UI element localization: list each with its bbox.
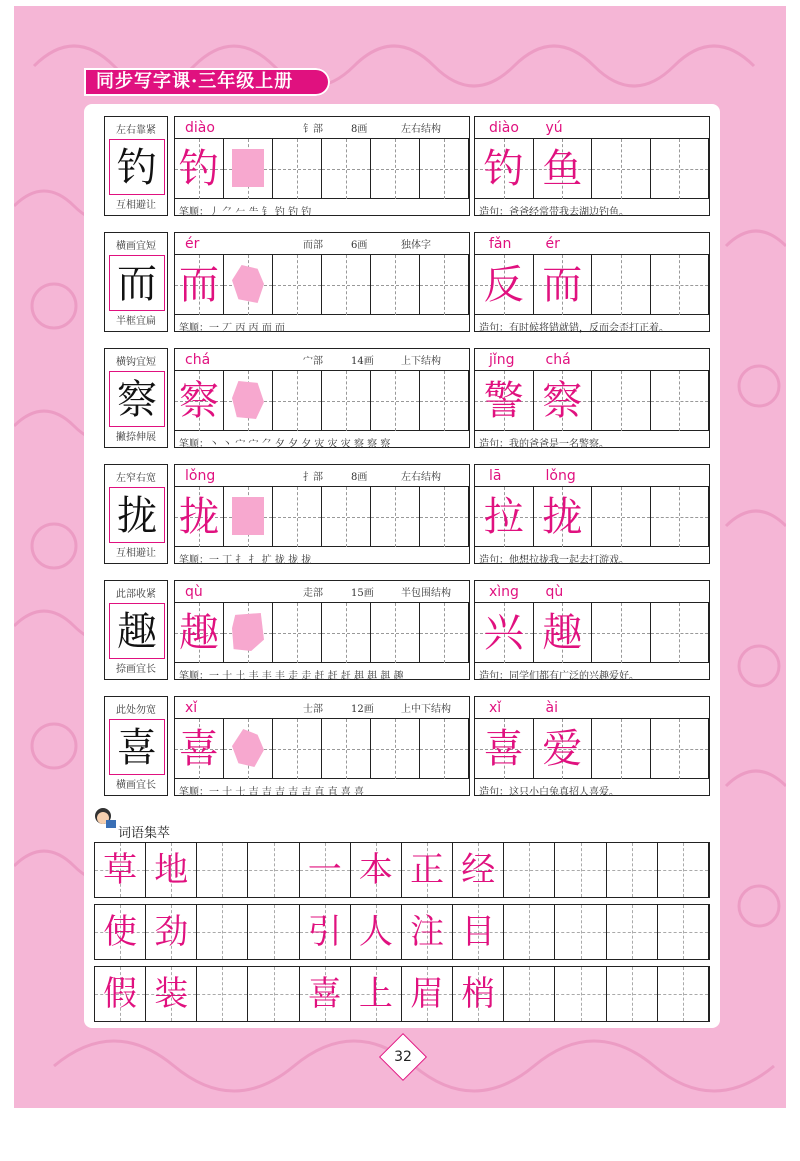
pinyin: ér xyxy=(185,236,200,252)
word-practice-cell[interactable] xyxy=(351,843,402,897)
word-practice-cell[interactable] xyxy=(607,843,658,897)
example-sentence: 造句：我的爸爸是一名警察。 xyxy=(479,439,609,450)
word-cells xyxy=(475,603,709,663)
word-character: 爱 xyxy=(542,726,583,772)
tip-top: 此处勿宽 xyxy=(116,705,156,716)
pinyin-row xyxy=(175,233,469,255)
word-character: 反 xyxy=(483,262,524,308)
word-practice-cell[interactable] xyxy=(556,905,607,959)
structure: 左右结构 xyxy=(401,124,441,135)
character-model-box xyxy=(104,464,168,564)
word-practice-cell[interactable] xyxy=(249,905,300,959)
writing-grid-right xyxy=(474,696,710,796)
stroke-count: 8画 xyxy=(351,472,368,483)
practice-cell[interactable] xyxy=(475,255,534,315)
word-practice-cell[interactable] xyxy=(146,843,197,897)
word-practice-cell[interactable] xyxy=(607,967,658,1021)
word-character: 警 xyxy=(483,378,524,424)
stroke-count: 14画 xyxy=(351,356,374,367)
tip-bottom: 互相避让 xyxy=(116,200,156,211)
practice-cell[interactable] xyxy=(371,719,420,779)
shape-hint xyxy=(232,381,264,419)
word-practice-cell[interactable] xyxy=(556,843,607,897)
tip-bottom: 横画宜长 xyxy=(116,780,156,791)
writing-grid-right xyxy=(474,464,710,564)
word-character: 劲 xyxy=(154,912,189,952)
stroke-order: 笔顺：一 十 士 吉 吉 吉 吉 吉 直 直 喜 喜 xyxy=(179,787,364,798)
model-character: 拢 xyxy=(109,487,165,543)
character-entry xyxy=(104,464,710,570)
word-pinyin: yú xyxy=(545,120,563,136)
practice-cell[interactable] xyxy=(534,255,593,315)
idiom-character: 引 xyxy=(307,912,342,952)
word-practice-cell[interactable] xyxy=(453,967,504,1021)
word-practice-cell[interactable] xyxy=(658,905,709,959)
practice-cells xyxy=(175,603,469,663)
radical: 而部 xyxy=(303,240,323,251)
practice-cell[interactable] xyxy=(322,603,371,663)
pinyin-row xyxy=(175,581,469,603)
practice-cell[interactable] xyxy=(322,487,371,547)
trace-character: 察 xyxy=(179,378,219,424)
practice-cells xyxy=(175,139,469,199)
practice-cell[interactable] xyxy=(224,371,273,431)
idiom-character: 上 xyxy=(358,974,393,1014)
tip-top: 左窄右宽 xyxy=(116,473,156,484)
practice-cell[interactable] xyxy=(420,139,469,199)
practice-cell[interactable] xyxy=(420,371,469,431)
word-practice-cell[interactable] xyxy=(658,843,709,897)
writing-grid-left xyxy=(174,696,470,796)
practice-cell[interactable] xyxy=(175,487,224,547)
practice-cell[interactable] xyxy=(273,139,322,199)
model-character: 察 xyxy=(109,371,165,427)
word-practice-cell[interactable] xyxy=(453,905,504,959)
practice-cell[interactable] xyxy=(534,139,593,199)
word-pinyin: fǎn xyxy=(489,236,512,252)
practice-cell[interactable] xyxy=(224,255,273,315)
word-pinyin: qù xyxy=(545,584,564,600)
trace-character: 趣 xyxy=(179,610,219,656)
practice-cell[interactable] xyxy=(475,719,534,779)
word-character: 拉 xyxy=(483,494,524,540)
stroke-order: 笔顺：一 丆 丙 丙 而 而 xyxy=(179,323,285,334)
practice-cell[interactable] xyxy=(322,719,371,779)
word-cells xyxy=(475,139,709,199)
model-character: 钓 xyxy=(109,139,165,195)
radical: 钅部 xyxy=(303,124,323,135)
character-model-box xyxy=(104,348,168,448)
word-practice-cell[interactable] xyxy=(351,967,402,1021)
word-pinyin: diào xyxy=(489,120,519,136)
word-practice-cell[interactable] xyxy=(197,843,248,897)
practice-cell[interactable] xyxy=(224,487,273,547)
practice-cell[interactable] xyxy=(175,371,224,431)
word-pinyin-row xyxy=(475,697,709,719)
stroke-order: 笔顺：丶 丶 宀 宀 ⺈ 夕 夕 夕 灾 灾 灾 察 察 察 xyxy=(179,439,391,450)
writing-grid-right xyxy=(474,580,710,680)
practice-cell[interactable] xyxy=(592,719,651,779)
tip-bottom: 互相避让 xyxy=(116,548,156,559)
word-character: 拢 xyxy=(542,494,583,540)
practice-cell[interactable] xyxy=(420,255,469,315)
writing-grid-left xyxy=(174,232,470,332)
practice-cell[interactable] xyxy=(273,719,322,779)
word-practice-cell[interactable] xyxy=(504,905,555,959)
word-cells xyxy=(475,719,709,779)
practice-cell[interactable] xyxy=(322,139,371,199)
practice-cell[interactable] xyxy=(534,487,593,547)
practice-cell[interactable] xyxy=(592,603,651,663)
boy-reading-icon xyxy=(92,806,118,832)
pinyin-row xyxy=(175,117,469,139)
stroke-order: 笔顺：一 十 土 丰 丰 丰 走 走 赶 赶 赶 趄 趄 趄 趣 xyxy=(179,671,404,682)
practice-cells xyxy=(175,719,469,779)
pinyin: lǒng xyxy=(185,468,216,484)
practice-cell[interactable] xyxy=(371,487,420,547)
character-entry xyxy=(104,696,710,802)
word-practice-cell[interactable] xyxy=(300,843,351,897)
word-practice-cell[interactable] xyxy=(197,905,248,959)
word-practice-cell[interactable] xyxy=(300,967,351,1021)
practice-cell[interactable] xyxy=(475,139,534,199)
practice-cell[interactable] xyxy=(371,255,420,315)
writing-grid-right xyxy=(474,348,710,448)
word-pinyin: xǐ xyxy=(489,700,502,716)
radical: 宀部 xyxy=(303,356,323,367)
word-cells xyxy=(475,255,709,315)
practice-cell[interactable] xyxy=(651,139,710,199)
practice-cell[interactable] xyxy=(224,719,273,779)
word-character: 草 xyxy=(103,850,138,890)
word-pinyin: ài xyxy=(545,700,558,716)
character-model-box xyxy=(104,696,168,796)
example-sentence: 造句：爸爸经常带我去湖边钓鱼。 xyxy=(479,207,629,218)
word-pinyin: lǒng xyxy=(545,468,576,484)
practice-cell[interactable] xyxy=(534,603,593,663)
word-practice-cell[interactable] xyxy=(95,905,146,959)
practice-cell[interactable] xyxy=(420,487,469,547)
idiom-character: 喜 xyxy=(307,974,342,1014)
practice-cells xyxy=(175,487,469,547)
word-practice-cell[interactable] xyxy=(607,905,658,959)
writing-grid-right xyxy=(474,232,710,332)
word-practice-cell[interactable] xyxy=(300,905,351,959)
stroke-count: 6画 xyxy=(351,240,368,251)
character-entry xyxy=(104,116,710,222)
practice-cell[interactable] xyxy=(475,603,534,663)
word-practice-cell[interactable] xyxy=(504,967,555,1021)
practice-cell[interactable] xyxy=(175,603,224,663)
word-practice-cell[interactable] xyxy=(146,967,197,1021)
idiom-character: 梢 xyxy=(461,974,496,1014)
word-pinyin-row xyxy=(475,465,709,487)
pinyin: qù xyxy=(185,584,203,600)
example-sentence: 造句：同学们都有广泛的兴趣爱好。 xyxy=(479,671,639,682)
word-character: 装 xyxy=(154,974,189,1014)
word-character: 假 xyxy=(103,974,138,1014)
tip-bottom: 捺画宜长 xyxy=(116,664,156,675)
trace-character: 喜 xyxy=(179,726,219,772)
stroke-order: 笔顺：丿 ⺈ 𠂉 ⺧ 钅 钓 钓 钓 xyxy=(179,207,312,218)
character-model-box xyxy=(104,580,168,680)
word-practice-cell[interactable] xyxy=(402,843,453,897)
word-character: 察 xyxy=(542,378,583,424)
pinyin-row xyxy=(175,349,469,371)
idiom-character: 注 xyxy=(410,912,445,952)
practice-cell[interactable] xyxy=(371,139,420,199)
structure: 半包围结构 xyxy=(401,588,451,599)
model-character: 喜 xyxy=(109,719,165,775)
word-row xyxy=(94,904,710,960)
trace-character: 拢 xyxy=(179,494,219,540)
structure: 左右结构 xyxy=(401,472,441,483)
word-pinyin: lā xyxy=(489,468,502,484)
stroke-order: 笔顺：一 丁 扌 扌 扩 拢 拢 拢 xyxy=(179,555,312,566)
shape-hint xyxy=(232,497,264,535)
practice-cell[interactable] xyxy=(592,371,651,431)
tip-bottom: 半框宜扁 xyxy=(116,316,156,327)
trace-character: 钓 xyxy=(179,146,219,192)
stroke-count: 8画 xyxy=(351,124,368,135)
practice-cell[interactable] xyxy=(322,255,371,315)
tip-bottom: 撇捺伸展 xyxy=(116,432,156,443)
model-character: 趣 xyxy=(109,603,165,659)
word-practice-cell[interactable] xyxy=(249,843,300,897)
word-practice-cell[interactable] xyxy=(95,967,146,1021)
word-row xyxy=(94,966,710,1022)
practice-cell[interactable] xyxy=(273,487,322,547)
practice-cell[interactable] xyxy=(651,719,710,779)
word-character: 而 xyxy=(542,262,583,308)
model-character: 而 xyxy=(109,255,165,311)
shape-hint xyxy=(232,149,264,187)
idiom-character: 一 xyxy=(307,850,342,890)
structure: 上中下结构 xyxy=(401,704,451,715)
writing-grid-left xyxy=(174,580,470,680)
radical: 士部 xyxy=(303,704,323,715)
shape-hint xyxy=(232,265,264,303)
word-character: 喜 xyxy=(483,726,524,772)
shape-hint xyxy=(232,613,264,651)
practice-cell[interactable] xyxy=(322,371,371,431)
idiom-character: 本 xyxy=(358,850,393,890)
practice-cell[interactable] xyxy=(475,371,534,431)
writing-grid-left xyxy=(174,348,470,448)
idiom-character: 目 xyxy=(461,912,496,952)
character-entry xyxy=(104,348,710,454)
practice-cell[interactable] xyxy=(371,371,420,431)
trace-character: 而 xyxy=(179,262,219,308)
word-cells xyxy=(475,487,709,547)
word-practice-cell[interactable] xyxy=(556,967,607,1021)
writing-grid-left xyxy=(174,464,470,564)
practice-cell[interactable] xyxy=(273,371,322,431)
character-model-box xyxy=(104,232,168,332)
practice-cell[interactable] xyxy=(534,719,593,779)
tip-top: 横画宜短 xyxy=(116,241,156,252)
word-character: 使 xyxy=(103,912,138,952)
word-cells xyxy=(475,371,709,431)
word-character: 趣 xyxy=(542,610,583,656)
word-practice-cell[interactable] xyxy=(146,905,197,959)
book-title-banner: 同步写字课·三年级上册 xyxy=(84,68,330,96)
practice-cell[interactable] xyxy=(224,603,273,663)
word-character: 钓 xyxy=(483,146,524,192)
stroke-count: 12画 xyxy=(351,704,374,715)
practice-cell[interactable] xyxy=(175,255,224,315)
character-model-box xyxy=(104,116,168,216)
character-entry xyxy=(104,580,710,686)
practice-cell[interactable] xyxy=(273,255,322,315)
practice-cell[interactable] xyxy=(592,487,651,547)
practice-cell[interactable] xyxy=(592,139,651,199)
practice-cell[interactable] xyxy=(592,255,651,315)
word-practice-cell[interactable] xyxy=(453,843,504,897)
word-pinyin-row xyxy=(475,581,709,603)
word-pinyin: ér xyxy=(545,236,560,252)
word-pinyin-row xyxy=(475,117,709,139)
word-character: 兴 xyxy=(483,610,524,656)
example-sentence: 造句：有时候将错就错，反而会歪打正着。 xyxy=(479,323,669,334)
practice-cell[interactable] xyxy=(651,371,710,431)
tip-top: 横钩宜短 xyxy=(116,357,156,368)
page-number: 32 xyxy=(394,1049,412,1065)
pinyin: chá xyxy=(185,352,211,368)
practice-cell[interactable] xyxy=(651,255,710,315)
writing-grid-right xyxy=(474,116,710,216)
practice-cell[interactable] xyxy=(651,487,710,547)
example-sentence: 造句：他想拉拢我一起去打游戏。 xyxy=(479,555,629,566)
word-practice-cell[interactable] xyxy=(95,843,146,897)
word-pinyin: chá xyxy=(545,352,571,368)
pinyin-row xyxy=(175,465,469,487)
example-sentence: 造句：这只小白兔真招人喜爱。 xyxy=(479,787,619,798)
practice-cells xyxy=(175,371,469,431)
practice-cell[interactable] xyxy=(224,139,273,199)
pinyin: diào xyxy=(185,120,215,136)
practice-cell[interactable] xyxy=(651,603,710,663)
tip-top: 左右靠紧 xyxy=(116,125,156,136)
pinyin: xǐ xyxy=(185,700,198,716)
idiom-character: 正 xyxy=(410,850,445,890)
word-character: 地 xyxy=(154,850,189,890)
idiom-character: 人 xyxy=(358,912,393,952)
word-practice-cell[interactable] xyxy=(351,905,402,959)
practice-cell[interactable] xyxy=(371,603,420,663)
practice-cell[interactable] xyxy=(273,603,322,663)
writing-grid-left xyxy=(174,116,470,216)
radical: 扌部 xyxy=(303,472,323,483)
practice-cell[interactable] xyxy=(420,719,469,779)
word-practice-cell[interactable] xyxy=(402,905,453,959)
structure: 独体字 xyxy=(401,240,431,251)
word-practice-cell[interactable] xyxy=(249,967,300,1021)
word-pinyin-row xyxy=(475,233,709,255)
structure: 上下结构 xyxy=(401,356,441,367)
practice-cell[interactable] xyxy=(420,603,469,663)
radical: 走部 xyxy=(303,588,323,599)
pinyin-row xyxy=(175,697,469,719)
practice-cell[interactable] xyxy=(534,371,593,431)
stroke-count: 15画 xyxy=(351,588,374,599)
idiom-character: 经 xyxy=(461,850,496,890)
word-practice-cell[interactable] xyxy=(402,967,453,1021)
word-pinyin-row xyxy=(475,349,709,371)
tip-top: 此部收紧 xyxy=(116,589,156,600)
shape-hint xyxy=(232,729,264,767)
word-practice-cell[interactable] xyxy=(504,843,555,897)
word-practice-cell[interactable] xyxy=(658,967,709,1021)
word-character: 鱼 xyxy=(542,146,583,192)
word-row xyxy=(94,842,710,898)
practice-cells xyxy=(175,255,469,315)
idiom-character: 眉 xyxy=(410,974,445,1014)
practice-cell[interactable] xyxy=(175,139,224,199)
word-pinyin: xìng xyxy=(489,584,519,600)
character-entry xyxy=(104,232,710,338)
practice-cell[interactable] xyxy=(475,487,534,547)
word-practice-cell[interactable] xyxy=(197,967,248,1021)
word-pinyin: jǐng xyxy=(489,352,515,368)
practice-cell[interactable] xyxy=(175,719,224,779)
words-section-title: 词语集萃 xyxy=(118,826,171,841)
